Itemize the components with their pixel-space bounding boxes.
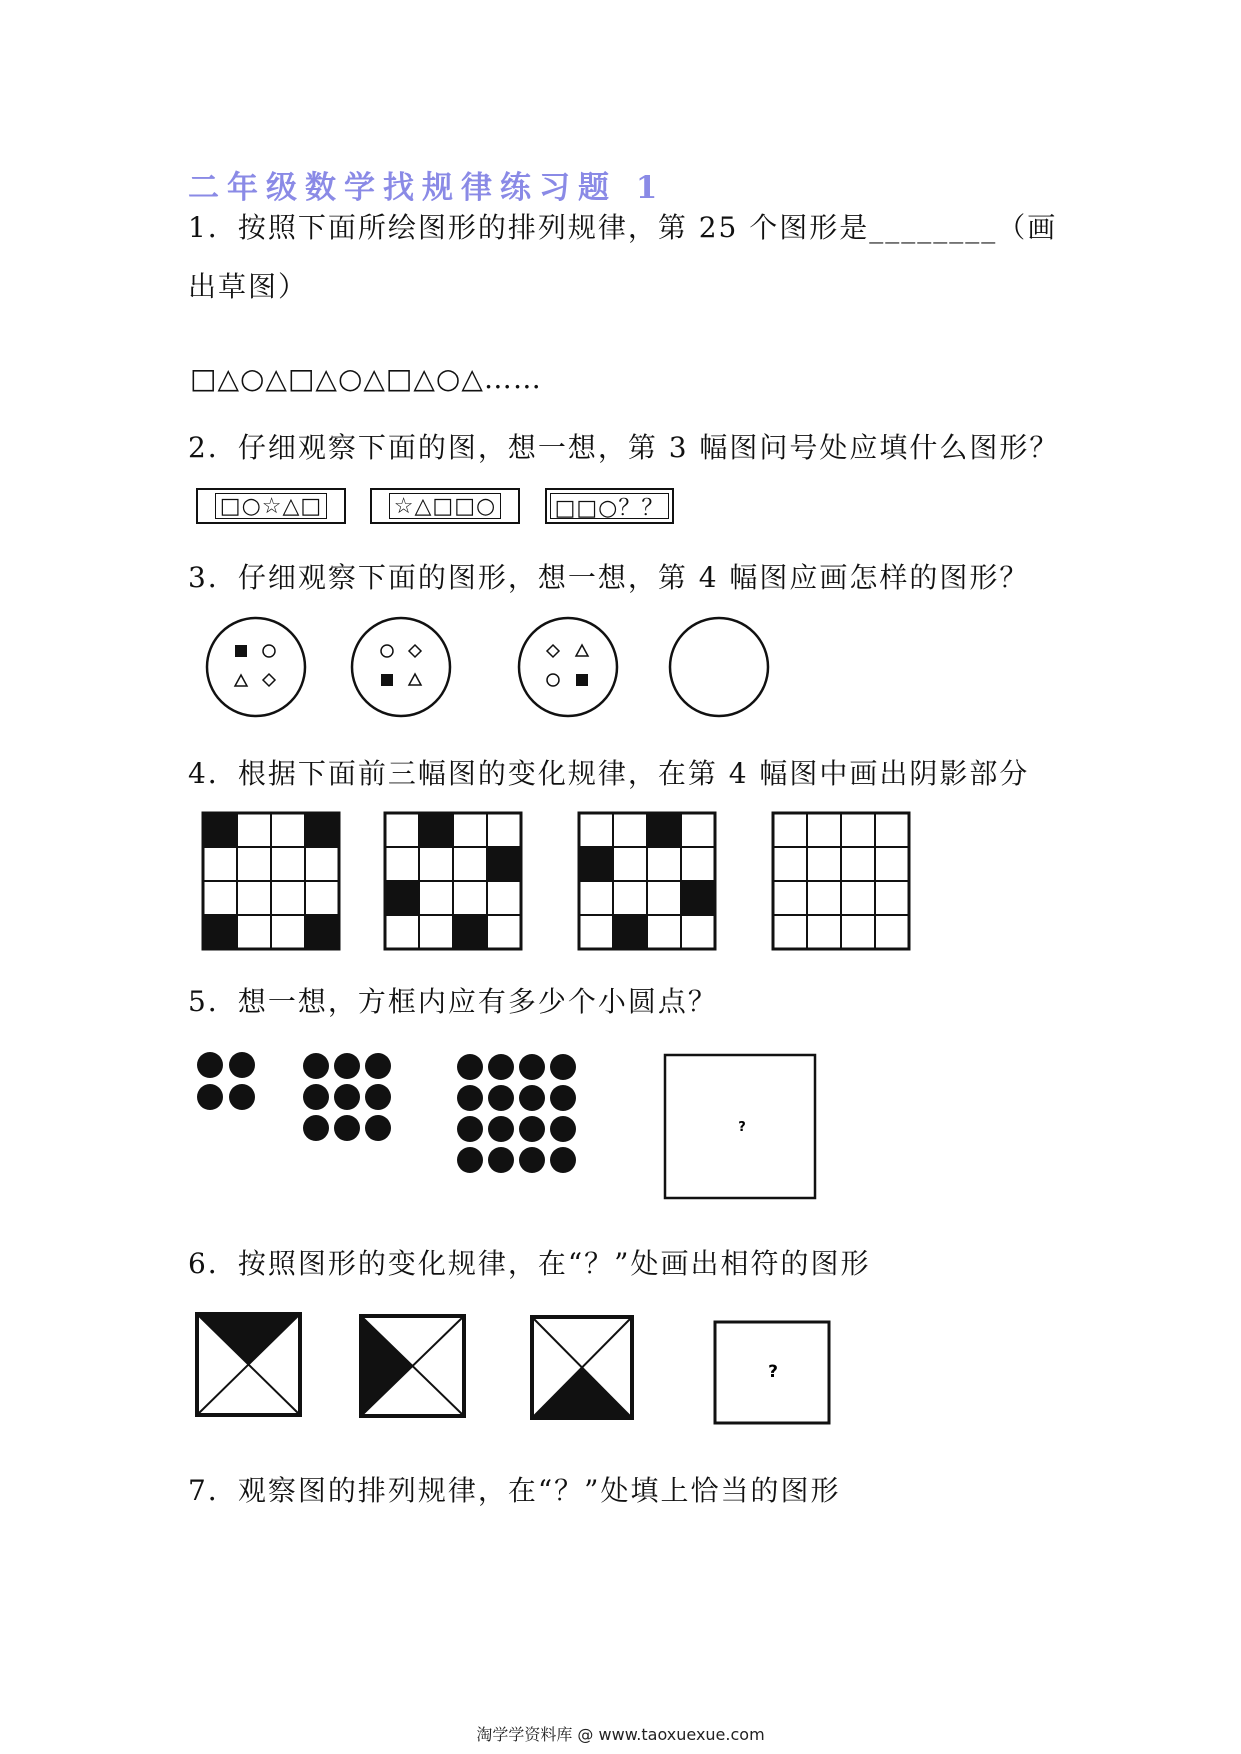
shaded-triangle [532, 1368, 632, 1419]
sequence-box-1-content: □○☆△□ [215, 493, 327, 519]
question-4-text: 4．根据下面前三幅图的变化规律，在第 4 幅图中画出阴影部分 [188, 757, 1030, 790]
answer-square-question-mark: ? [768, 1362, 778, 1382]
question-1-text-cont: 出草图） [188, 270, 309, 303]
question-7-text: 7．观察图的排列规律，在“？”处填上恰当的图形 [188, 1474, 841, 1507]
triangle-figure-3 [532, 1317, 632, 1418]
question-2-text: 2．仔细观察下面的图，想一想，第 3 幅图问号处应填什么图形？ [188, 431, 1060, 464]
shaded-triangle [361, 1316, 413, 1416]
question-3-text: 3．仔细观察下面的图形，想一想，第 4 幅图应画怎样的图形？ [188, 561, 1030, 594]
shape-sequence: □△○△□△○△□△○△…… [190, 362, 542, 395]
sequence-box-3-content: □□○？？ [550, 493, 670, 519]
question-1-text: 1．按照下面所绘图形的排列规律，第 25 个图形是________（画 [188, 211, 1058, 244]
question-6-text: 6．按照图形的变化规律，在“？”处画出相符的图形 [188, 1247, 871, 1280]
page-title: 二年级数学找规律练习题 1 [188, 170, 666, 206]
triangle-figure-2 [361, 1316, 464, 1416]
answer-box-question-mark: ? [738, 1120, 746, 1135]
triangle-figure-1 [197, 1314, 300, 1415]
footer-watermark: 淘学学资料库 @ www.taoxuexue.com [476, 1725, 765, 1744]
question-5-text: 5．想一想，方框内应有多少个小圆点？ [188, 985, 718, 1018]
sequence-box-2-content: ☆△□□○ [389, 493, 501, 519]
shaded-triangle [197, 1314, 300, 1365]
